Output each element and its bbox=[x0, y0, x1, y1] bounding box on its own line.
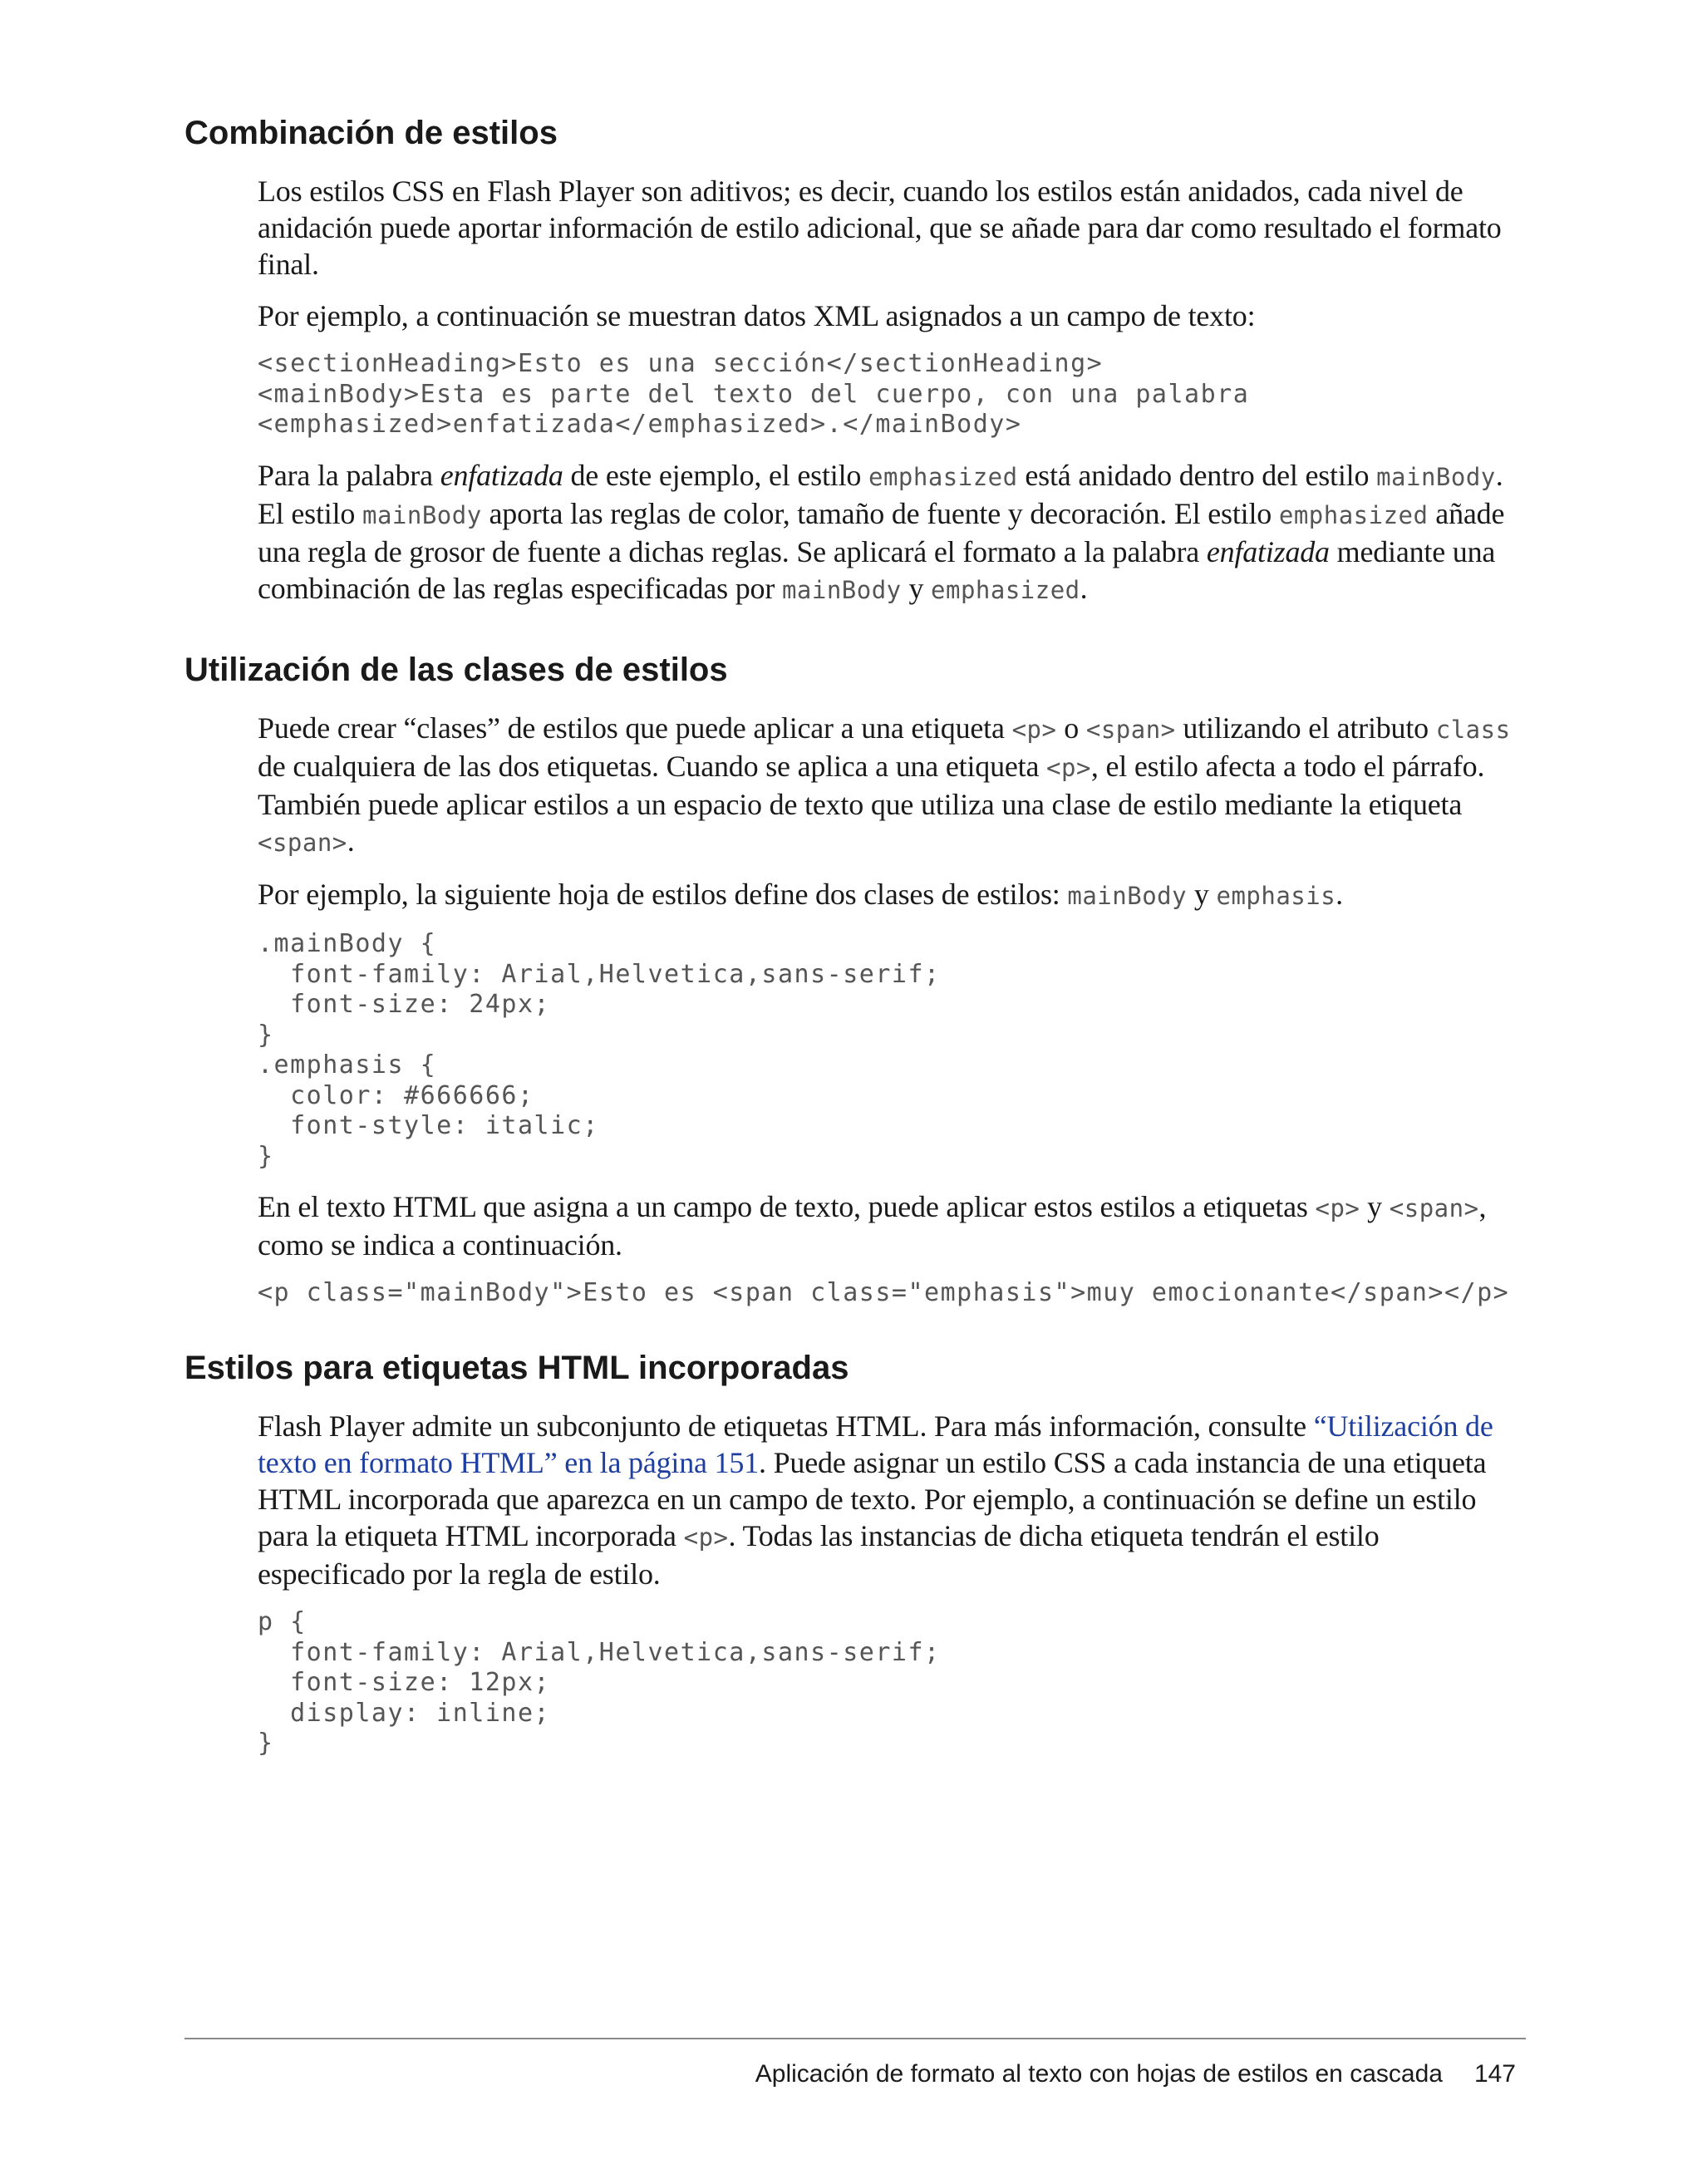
section-combinacion-estilos bbox=[184, 113, 1531, 623]
code-block: <p class="mainBody">Esto es <span class="emphasis">muy emocionante</span></p> bbox=[258, 1278, 1510, 1307]
text-run: de este ejemplo, el estilo bbox=[563, 458, 868, 492]
paragraph bbox=[258, 1408, 1531, 1592]
inline-code: emphasized bbox=[1278, 500, 1429, 529]
emphasis-text: enfatizada bbox=[1206, 534, 1330, 568]
inline-code: <span> bbox=[258, 829, 347, 857]
text-run: Para la palabra bbox=[258, 458, 440, 492]
text-run: está anidado dentro del estilo bbox=[1017, 458, 1377, 492]
text-run: , el estilo afecta a todo el párrafo. También puede aplicar estilos a un espacio de texto que utiliza una clase de estilo mediante la etiqueta bbox=[258, 750, 1485, 821]
page-footer bbox=[755, 2059, 1516, 2089]
inline-code: mainBody bbox=[781, 575, 902, 604]
text-run: y bbox=[1187, 878, 1217, 911]
text-run: utilizando el atributo bbox=[1175, 711, 1436, 745]
footer-divider bbox=[184, 2038, 1526, 2039]
text-run: y bbox=[901, 571, 932, 605]
text-run: En el texto HTML que asigna a un campo de texto, puede aplicar estos estilos a etiquetas bbox=[258, 1190, 1316, 1223]
footer-title: Aplicación de formato al texto con hojas de estilos en cascada bbox=[755, 2060, 1443, 2088]
text-run: Por ejemplo, la siguiente hoja de estilos define dos clases de estilos: bbox=[258, 878, 1068, 911]
inline-code: mainBody bbox=[1376, 462, 1496, 491]
cross-reference-link[interactable]: “Utilización de texto en formato HTML” en la página 151 bbox=[258, 1409, 1493, 1479]
text-run: . El estilo bbox=[258, 458, 1503, 530]
text-run: . bbox=[1336, 878, 1343, 911]
text-run: aporta las reglas de color, tamaño de fuente y decoración. El estilo bbox=[481, 496, 1279, 530]
text-run: . Todas las instancias de dicha etiqueta tendrán el estilo especificado por la regla de estilo. bbox=[258, 1519, 1380, 1591]
section-heading: Estilos para etiquetas HTML incorporadas bbox=[184, 1350, 849, 1386]
code-block: <sectionHeading>Esto es una sección</sectionHeading> <mainBody>Esta es parte del texto del cuerpo, con una palabra <emphasized>enfatizada</emphasized>.</mainBody> bbox=[258, 349, 1250, 439]
text-run: mediante una combinación de las reglas especificadas por bbox=[258, 534, 1496, 605]
inline-code: mainBody bbox=[1067, 882, 1188, 910]
text-run: de cualquiera de las dos etiquetas. Cuando se aplica a una etiqueta bbox=[258, 750, 1047, 783]
text-run: . Puede asignar un estilo CSS a cada instancia de una etiqueta HTML incorporada que aparezca en un campo de texto. Por ejemplo, a continuación se define un estilo para la etiqueta HTML incorporada bbox=[258, 1446, 1487, 1552]
text-run: , como se indica a continuación. bbox=[258, 1190, 1487, 1262]
text-run: . bbox=[1080, 571, 1088, 605]
text-run: o bbox=[1056, 711, 1086, 745]
paragraph: Por ejemplo, a continuación se muestran datos XML asignados a un campo de texto: bbox=[258, 299, 1256, 332]
inline-code: <span> bbox=[1085, 716, 1176, 744]
section-clases-estilos bbox=[184, 650, 1531, 1326]
section-body bbox=[258, 173, 1531, 608]
inline-code: <span> bbox=[1389, 1194, 1479, 1222]
section-body bbox=[258, 710, 1531, 1309]
text-run: Puede crear “clases” de estilos que puede aplicar a una etiqueta bbox=[258, 711, 1012, 745]
inline-code: class bbox=[1435, 716, 1511, 744]
inline-code: <p> bbox=[683, 1523, 729, 1552]
code-block: .mainBody { font-family: Arial,Helvetica,sans-serif; font-size: 24px; } .emphasis { color: #666666; font-style: italic; } bbox=[258, 929, 941, 1171]
inline-code: <p> bbox=[1315, 1194, 1360, 1222]
code-block: p { font-family: Arial,Helvetica,sans-serif; font-size: 12px; display: inline; } bbox=[258, 1607, 941, 1758]
paragraph: Los estilos CSS en Flash Player son aditivos; es decir, cuando los estilos están anidados, cada nivel de anidación puede aportar información de estilo adicional, que se añade para dar como resultado el formato final. bbox=[258, 175, 1502, 281]
page-number: 147 bbox=[1473, 2060, 1516, 2088]
text-run: Flash Player admite un subconjunto de etiquetas HTML. Para más información, consulte bbox=[258, 1409, 1314, 1443]
inline-code: <p> bbox=[1046, 754, 1091, 782]
inline-code: emphasis bbox=[1216, 882, 1336, 910]
section-etiquetas-html bbox=[184, 1348, 1531, 1776]
paragraph bbox=[258, 457, 1531, 608]
inline-code: emphasized bbox=[868, 462, 1018, 491]
emphasis-text: enfatizada bbox=[440, 458, 563, 492]
text-run: añade una regla de grosor de fuente a dichas reglas. Se aplicará el formato a la palabra bbox=[258, 496, 1505, 568]
paragraph bbox=[258, 1188, 1531, 1263]
paragraph bbox=[258, 876, 1531, 914]
text-run: . bbox=[347, 824, 355, 858]
section-body bbox=[258, 1408, 1531, 1759]
section-heading: Utilización de las clases de estilos bbox=[184, 652, 728, 688]
inline-code: mainBody bbox=[362, 500, 482, 529]
inline-code: emphasized bbox=[931, 575, 1080, 604]
paragraph bbox=[258, 710, 1531, 861]
section-heading: Combinación de estilos bbox=[184, 115, 558, 151]
inline-code: <p> bbox=[1011, 716, 1057, 744]
text-run: y bbox=[1360, 1190, 1390, 1223]
